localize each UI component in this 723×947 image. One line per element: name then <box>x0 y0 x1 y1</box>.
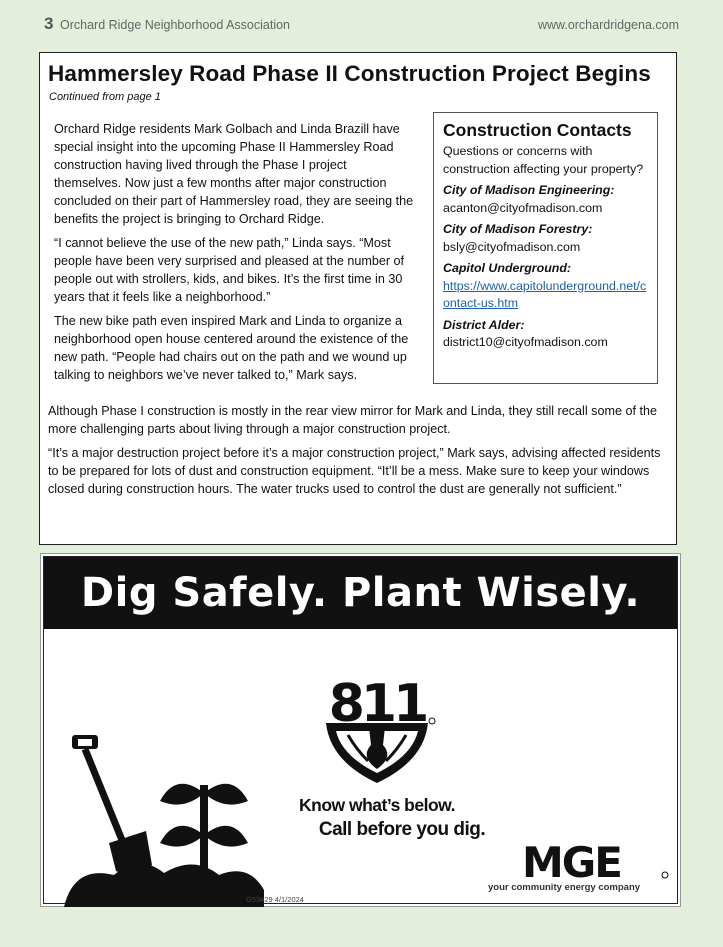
contact-entry <box>443 182 648 217</box>
contact-label: Capitol Underground: <box>443 261 572 275</box>
paragraph: “It’s a major destruction project before it’s a major construction project,” Mark says, advising affected residents to be prepared for lots of dust and construction equipment. “It’ll be a mess. Make sure to keep your windows closed during construction hours. The water trucks used to control the dust are generally not sufficient.” <box>48 446 661 496</box>
article-column <box>54 120 414 390</box>
know-whats-below-text: Know what’s below. <box>299 795 455 815</box>
contact-label: District Alder: <box>443 317 525 332</box>
dig-safely-ad <box>40 553 681 907</box>
call-811-logo-icon <box>312 661 442 791</box>
shovel-and-plant-icon <box>64 735 264 907</box>
mge-logo-icon <box>522 837 672 887</box>
mge-brand: MGE <box>522 838 621 887</box>
article-title: Hammersley Road Phase II Construction Project Begins <box>48 61 651 86</box>
paragraph: Although Phase I construction is mostly in the rear view mirror for Mark and Linda, they still recall some of the more challenging parts about living through a major construction project. <box>48 404 657 436</box>
contacts-title: Construction Contacts <box>443 120 632 140</box>
construction-contacts-box <box>433 112 658 384</box>
contact-value[interactable]: district10@cityofmadison.com <box>443 335 608 349</box>
ad-frame <box>43 556 678 904</box>
org-name: Orchard Ridge Neighborhood Association <box>60 18 290 32</box>
mge-tagline: your community energy company <box>488 882 641 893</box>
contact-value[interactable]: acanton@cityofmadison.com <box>443 200 603 215</box>
article-full-width-text <box>48 402 668 504</box>
contact-link[interactable]: https://www.capitolunderground.net/contact-us.htm <box>443 278 647 310</box>
paragraph: The new bike path even inspired Mark and Linda to organize a neighborhood open house centered around the existence of the new path. “People had chairs out on the path and we wound up talking to neighbors we’ve never talked to,” Mark says. <box>54 314 409 382</box>
contact-value[interactable]: bsly@cityofmadison.com <box>443 239 581 254</box>
call-before-you-dig-text: Call before you dig. <box>318 819 486 840</box>
continued-note: Continued from page 1 <box>49 91 161 103</box>
page-number: 3 <box>44 14 54 33</box>
paragraph: “I cannot believe the use of the new path,” Linda says. “Most people have been very surprised and pleased at the number of people out with strollers, kids, and bikes. It’s the first time in 30 years that it feels like a neighborhood.” <box>54 236 405 304</box>
ad-code: G53429 4/1/2024 <box>246 895 304 904</box>
contact-label: City of Madison Engineering: <box>443 183 615 197</box>
contacts-intro: Questions or concerns with construction affecting your property? <box>443 144 644 176</box>
paragraph: Orchard Ridge residents Mark Golbach and Linda Brazill have special insight into the upcoming Phase II Hammersley Road construction having lived through the Phase I project themselves. Now just a few months after major construction concluded on their part of Hammersley road, they are seeing the benefits the project is bringing to Orchard Ridge. <box>54 122 414 226</box>
contact-entry <box>443 260 648 313</box>
article-box <box>39 52 677 545</box>
contact-label: City of Madison Forestry: <box>443 222 593 236</box>
ad-headline: Dig Safely. Plant Wisely. <box>44 557 677 629</box>
website-url[interactable]: www.orchardridgena.com <box>537 18 679 32</box>
contact-entry <box>443 317 648 352</box>
contact-entry <box>443 221 648 256</box>
page-header <box>44 14 679 38</box>
logo-number: 811 <box>328 674 426 734</box>
